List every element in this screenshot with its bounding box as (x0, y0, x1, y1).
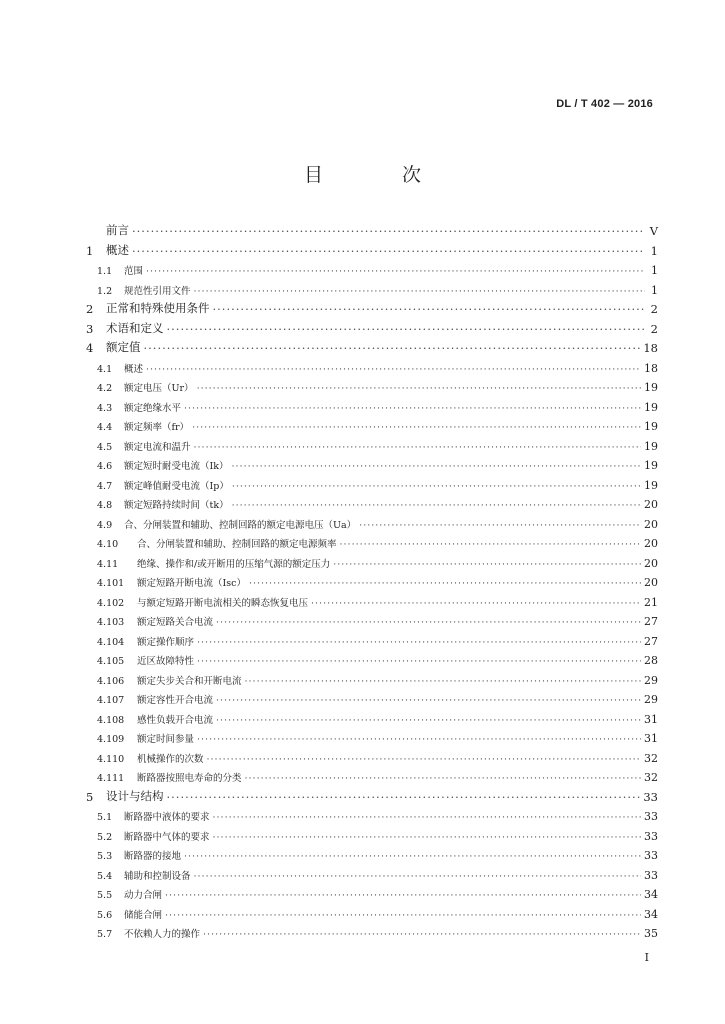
toc-entry[interactable] (86, 357, 658, 375)
toc-entry-page: V (649, 224, 658, 238)
toc-entry-number: 4.3 (97, 402, 113, 414)
toc-entry-number: 4.10 (97, 539, 119, 550)
document-code: DL / T 402 — 2016 (556, 98, 653, 110)
toc-entry[interactable] (86, 493, 658, 511)
toc-entry[interactable] (86, 259, 658, 277)
toc-entry-title: 绝缘、操作和/或开断用的压缩气源的额定压力 (137, 558, 331, 570)
toc-entry[interactable] (86, 532, 658, 550)
toc-entry-page: 1 (651, 283, 658, 297)
toc-entry-number: 4.109 (97, 734, 125, 745)
toc-entry[interactable] (86, 220, 658, 238)
toc-entry[interactable] (86, 240, 658, 258)
toc-entry-page: 31 (644, 712, 658, 726)
toc-entry-page: 20 (644, 537, 658, 550)
toc-entry[interactable] (86, 376, 658, 394)
toc-entry-title: 术语和定义 (106, 320, 164, 335)
dot-leader (184, 851, 641, 862)
toc-entry-number: 4.2 (97, 383, 113, 394)
toc-entry-page: 2 (650, 302, 658, 316)
dot-leader (194, 286, 645, 297)
dot-leader (197, 656, 641, 667)
dot-leader (184, 403, 641, 414)
toc-entry-page: 34 (644, 907, 658, 921)
dot-leader (207, 754, 641, 765)
toc-entry-number: 5.5 (97, 890, 113, 901)
toc-entry-number: 1.2 (97, 285, 113, 297)
toc-entry[interactable] (86, 415, 658, 433)
toc-entry-number: 2 (86, 302, 94, 316)
toc-entry-number: 5 (86, 789, 94, 804)
toc-entry-number: 4.110 (97, 753, 125, 765)
dot-leader (132, 224, 645, 238)
toc-entry[interactable] (86, 298, 658, 316)
toc-entry-page: 33 (644, 810, 658, 823)
toc-entry-number: 4.9 (97, 519, 113, 531)
toc-entry[interactable] (86, 883, 658, 901)
dot-leader (192, 422, 641, 433)
toc-entry-number: 4.7 (97, 480, 113, 492)
dot-leader (197, 383, 641, 394)
toc-entry-page: 27 (644, 615, 658, 628)
toc-entry[interactable] (86, 766, 658, 784)
dot-leader (245, 773, 641, 784)
toc-entry-title: 额定容性开合电流 (137, 695, 214, 706)
toc-entry-page: 35 (644, 927, 658, 940)
toc-entry[interactable] (86, 610, 658, 628)
toc-entry-title: 额定值 (106, 340, 141, 354)
toc-entry-page: 27 (644, 634, 658, 648)
toc-entry-page: 19 (644, 439, 658, 453)
toc-entry[interactable] (86, 591, 658, 609)
dot-leader (194, 442, 641, 453)
page-number: I (644, 951, 649, 964)
toc-entry-title: 概述 (106, 242, 129, 257)
dot-leader (167, 790, 641, 804)
dot-leader (216, 695, 641, 706)
toc-entry-title: 额定时间参量 (137, 734, 195, 745)
toc-entry-page: 19 (644, 381, 658, 394)
toc-entry-title: 动力合闸 (124, 890, 163, 901)
toc-entry-number: 4.103 (97, 617, 125, 628)
toc-entry-title: 额定峰值耐受电流（Ip） (124, 480, 229, 492)
toc-entry-number: 1.1 (97, 266, 113, 277)
toc-entry-title: 感性负载开合电流 (137, 714, 214, 726)
toc-entry-title: 范围 (124, 266, 144, 277)
toc-entry[interactable] (86, 552, 658, 570)
toc-entry-number: 5.2 (97, 831, 113, 843)
toc-entry-page: 21 (644, 595, 658, 609)
dot-leader (216, 617, 641, 628)
toc-entry-page: 33 (644, 829, 658, 843)
toc-entry-number: 5.6 (97, 909, 113, 921)
dot-leader (359, 520, 641, 531)
toc-entry-number: 4.105 (97, 656, 125, 667)
toc-entry-number: 4.107 (97, 695, 125, 706)
dot-leader (167, 322, 646, 336)
toc-entry[interactable] (86, 864, 658, 882)
toc-entry[interactable] (86, 396, 658, 414)
toc-entry-page: 20 (644, 576, 658, 589)
toc-entry[interactable] (86, 786, 658, 804)
toc-entry-page: 32 (644, 771, 658, 784)
toc-entry-title: 正常和特殊使用条件 (106, 301, 210, 315)
toc-entry-number: 4.6 (97, 461, 113, 472)
dot-leader (232, 481, 641, 492)
toc-entry-title: 额定短路开断电流（Isc） (137, 578, 246, 589)
toc-entry-page: 33 (644, 849, 658, 862)
toc-entry[interactable] (86, 454, 658, 472)
toc-entry-number: 4.106 (97, 675, 125, 687)
toc-entry-number: 4.104 (97, 636, 125, 648)
toc-entry-title: 额定短时耐受电流（Ik） (124, 461, 229, 472)
toc-entry-number: 4.111 (97, 773, 125, 784)
toc-entry-page: 34 (644, 888, 658, 901)
toc-entry[interactable] (86, 318, 658, 336)
toc-entry-number: 4.11 (97, 558, 119, 570)
toc-entry[interactable] (86, 727, 658, 745)
dot-leader (194, 871, 641, 882)
toc-entry-title: 额定失步关合和开断电流 (137, 675, 242, 687)
toc-entry-title: 断路器中液体的要求 (124, 812, 210, 823)
toc-entry-title: 额定电流和温升 (124, 441, 191, 453)
toc-entry[interactable] (86, 571, 658, 589)
dot-leader (213, 832, 641, 843)
toc-entry-title: 设计与结构 (106, 788, 164, 803)
toc-entry-page: 29 (644, 673, 658, 687)
toc-entry[interactable] (86, 435, 658, 453)
toc-entry-page: 31 (644, 732, 658, 745)
page-title: 目 次 (303, 164, 451, 186)
toc-entry-title: 储能合闸 (124, 909, 163, 921)
toc-entry-number: 1 (86, 243, 94, 258)
toc-entry-page: 33 (644, 868, 658, 882)
toc-entry-number: 4 (86, 341, 94, 355)
toc-entry-title: 规范性引用文件 (124, 285, 191, 297)
toc-entry-title: 概述 (124, 363, 144, 375)
toc-entry-page: 18 (643, 341, 658, 355)
toc-entry[interactable] (86, 844, 658, 862)
toc-entry-page: 28 (644, 654, 658, 667)
toc-entry-title: 机械操作的次数 (137, 753, 204, 765)
dot-leader (311, 598, 641, 609)
toc-entry[interactable] (86, 279, 658, 297)
dot-leader (203, 929, 641, 940)
toc-entry-title: 近区故障特性 (137, 656, 195, 667)
toc-entry-title: 额定绝缘水平 (124, 402, 182, 414)
toc-entry[interactable] (86, 747, 658, 765)
dot-leader (232, 461, 641, 472)
toc-entry-title: 额定短路持续时间（tk） (124, 500, 229, 511)
toc-entry-page: 19 (644, 420, 658, 433)
dot-leader (146, 266, 645, 277)
toc-entry[interactable] (86, 825, 658, 843)
toc-entry-page: 2 (650, 321, 658, 336)
toc-entry-title: 断路器中气体的要求 (124, 831, 210, 843)
dot-leader (213, 812, 641, 823)
toc-entry[interactable] (86, 922, 658, 940)
toc-entry-page: 20 (644, 498, 658, 511)
toc-entry-number: 4.1 (97, 363, 113, 375)
toc-entry-page: 1 (651, 264, 658, 277)
toc-entry[interactable] (86, 649, 658, 667)
toc-entry-number: 4.108 (97, 714, 125, 726)
toc-entry[interactable] (86, 805, 658, 823)
dot-leader (165, 910, 641, 921)
toc-entry-title: 断路器的接地 (124, 851, 182, 862)
toc-entry-number: 4.101 (97, 578, 125, 589)
toc-entry-number: 5.4 (97, 870, 113, 882)
toc-entry-number: 4.8 (97, 500, 113, 511)
toc-entry-page: 29 (644, 693, 658, 706)
dot-leader (213, 302, 646, 316)
toc-entry-title: 额定频率（fr） (124, 422, 190, 433)
toc-entry[interactable] (86, 708, 658, 726)
toc-entry[interactable] (86, 903, 658, 921)
toc-entry-number: 5.3 (97, 851, 113, 862)
toc-entry-number: 3 (86, 321, 94, 336)
toc-entry-page: 18 (644, 361, 658, 375)
toc-entry[interactable] (86, 337, 658, 355)
dot-leader (249, 578, 641, 589)
toc-entry-page: 33 (643, 789, 658, 804)
dot-leader (216, 715, 641, 726)
toc-entry-number: 4.4 (97, 422, 113, 433)
toc-entry-page: 19 (644, 459, 658, 472)
toc-entry[interactable] (86, 669, 658, 687)
toc-entry-page: 19 (644, 478, 658, 492)
dot-leader (197, 637, 641, 648)
toc-entry-title: 断路器按照电寿命的分类 (137, 773, 242, 784)
dot-leader (146, 364, 641, 375)
toc-entry[interactable] (86, 513, 658, 531)
toc-entry-title: 合、分闸装置和辅助、控制回路的额定电源频率 (137, 539, 337, 550)
toc-entry-page: 32 (644, 751, 658, 765)
toc-entry-title: 额定短路关合电流 (137, 617, 214, 628)
dot-leader (333, 559, 641, 570)
toc-entry[interactable] (86, 630, 658, 648)
dot-leader (144, 341, 641, 355)
dot-leader (165, 890, 641, 901)
toc-entry[interactable] (86, 474, 658, 492)
toc-entry-title: 辅助和控制设备 (124, 870, 191, 882)
toc-entry-title: 合、分闸装置和辅助、控制回路的额定电源电压（Ua） (124, 519, 357, 531)
toc-entry-number: 4.5 (97, 441, 113, 453)
dot-leader (245, 676, 641, 687)
toc-entry-title: 前言 (106, 223, 129, 237)
toc-entry-title: 不依赖人力的操作 (124, 929, 201, 940)
dot-leader (340, 539, 641, 550)
toc-entry-page: 20 (644, 517, 658, 531)
toc-entry-page: 19 (644, 400, 658, 414)
toc-entry-number: 5.1 (97, 812, 113, 823)
toc-entry-page: 1 (650, 243, 658, 258)
toc-entry[interactable] (86, 688, 658, 706)
toc-entry-title: 与额定短路开断电流相关的瞬态恢复电压 (137, 597, 309, 609)
toc-entry-title: 额定电压（Ur） (124, 383, 194, 394)
toc-entry-title: 额定操作顺序 (137, 636, 195, 648)
dot-leader (197, 734, 641, 745)
dot-leader (132, 244, 645, 258)
dot-leader (232, 500, 641, 511)
toc-entry-number: 5.7 (97, 929, 113, 940)
toc-entry-number: 4.102 (97, 597, 125, 609)
toc-entry-page: 20 (644, 556, 658, 570)
